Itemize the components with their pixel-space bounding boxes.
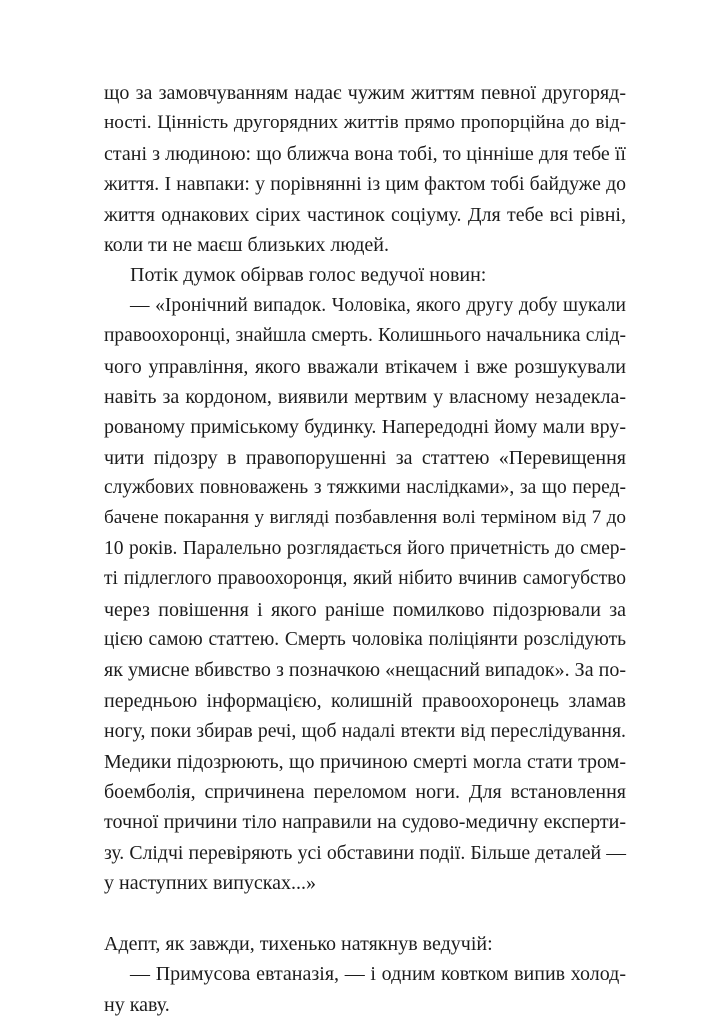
text-line: ності. Цінність другорядних життів прямо пропорційна до від- — [104, 112, 626, 134]
text-line: стані з людиною: що ближча вона тобі, то цінніше для тебе її — [104, 142, 626, 165]
text-line: життя. І навпаки: у порівнянні із цим фактом тобі байдуже до — [104, 173, 626, 196]
text-line: Потік думок обірвав голос ведучої новин: — [130, 264, 487, 287]
text-line: точної причини тіло направили на судово-медичну експерти- — [104, 811, 626, 834]
text-line: ті підлеглого правоохоронця, який нібито вчинив самогубство — [104, 568, 626, 590]
text-line: зу. Слідчі перевіряють усі обставини події. Більше деталей — — [104, 841, 626, 864]
text-line: — Примусова евтаназія, — і одним ковтком випив холод- — [130, 963, 626, 986]
text-line: рованому приміському будинку. Напередодні йому мали вру- — [104, 416, 626, 439]
text-line: Адепт, як завжди, тихенько натякнув ведучій: — [104, 932, 493, 955]
text-line: 10 років. Паралельно розглядається його причетність до смер- — [104, 537, 626, 559]
text-line: коли ти не маєш близьких людей. — [104, 233, 389, 256]
text-line: чого управління, якого вважали втікачем і вже розшукували — [104, 355, 626, 378]
text-line: життя однакових сірих частинок соціуму. Для тебе всі рівні, — [104, 203, 626, 226]
text-line: що за замовчуванням надає чужим життям певної другоряд- — [104, 82, 626, 104]
text-line: боемболія, спричинена переломом ноги. Для встановлення — [104, 780, 626, 803]
text-line: Медики підозрюють, що причиною смерті могла стати тром- — [104, 750, 626, 773]
text-line: ногу, поки збирав речі, щоб надалі втекти від переслідування. — [104, 720, 626, 743]
paragraph-gap — [104, 899, 626, 929]
text-line: передньою інформацією, колишній правоохоронець зламав — [104, 689, 626, 712]
text-line: як умисне вбивство з позначкою «нещасний випадок». За по- — [104, 659, 626, 682]
text-line: — «Іронічний випадок. Чоловіка, якого другу добу шукали — [130, 294, 626, 316]
text-line: через повішення і якого раніше помилково підозрювали за — [104, 598, 626, 621]
text-line: службових повноважень з тяжкими наслідками», за що перед- — [104, 477, 626, 499]
body-text — [104, 78, 626, 1020]
text-line: ну каву. — [104, 993, 170, 1016]
text-line: бачене покарання у вигляді позбавлення волі терміном від 7 до — [104, 507, 626, 529]
text-line: навіть за кордоном, виявили мертвим у власному незадекла- — [104, 385, 626, 408]
text-line: цією самою статтею. Смерть чоловіка поліціянти розслідують — [104, 629, 626, 651]
text-line: у наступних випусках...» — [104, 872, 317, 895]
text-line: чити підозру в правопорушенні за статтею «Перевищення — [104, 446, 626, 469]
text-line: правоохоронці, знайшла смерть. Колишнього начальника слід- — [104, 325, 626, 347]
